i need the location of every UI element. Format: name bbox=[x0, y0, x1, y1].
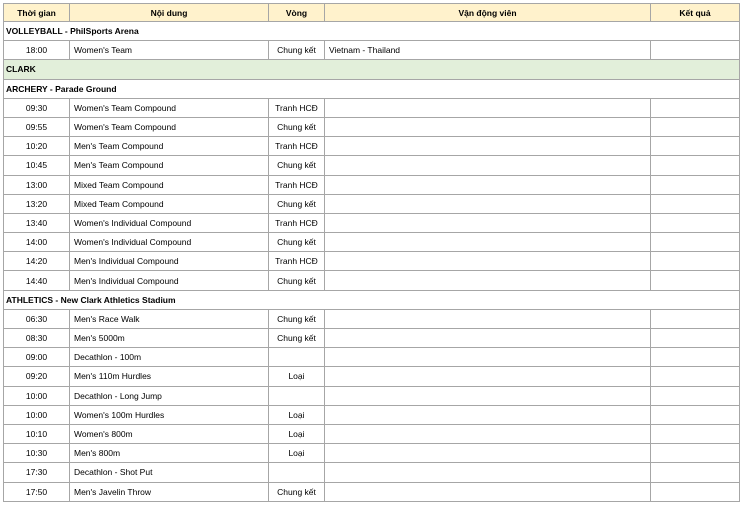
cell-time: 06:30 bbox=[4, 309, 70, 328]
cell-time: 13:00 bbox=[4, 175, 70, 194]
cell-time: 14:40 bbox=[4, 271, 70, 290]
table-row bbox=[4, 463, 740, 482]
cell-time: 09:30 bbox=[4, 98, 70, 117]
cell-time: 10:10 bbox=[4, 424, 70, 443]
cell-time: 09:00 bbox=[4, 348, 70, 367]
table-row bbox=[4, 137, 740, 156]
cell-athletes bbox=[325, 424, 651, 443]
table-row bbox=[4, 367, 740, 386]
cell-athletes bbox=[325, 309, 651, 328]
cell-time: 13:40 bbox=[4, 213, 70, 232]
cell-round bbox=[269, 386, 325, 405]
section-archery-title: ARCHERY - Parade Ground bbox=[4, 79, 740, 98]
region-clark-title: CLARK bbox=[4, 60, 740, 79]
cell-round: Chung kết bbox=[269, 482, 325, 501]
table-row bbox=[4, 329, 740, 348]
cell-content: Men's Individual Compound bbox=[70, 252, 269, 271]
cell-result bbox=[651, 156, 740, 175]
table-row bbox=[4, 482, 740, 501]
region-clark bbox=[4, 60, 740, 79]
cell-content: Mixed Team Compound bbox=[70, 175, 269, 194]
cell-round bbox=[269, 463, 325, 482]
cell-content: Men's 800m bbox=[70, 444, 269, 463]
cell-time: 17:30 bbox=[4, 463, 70, 482]
cell-result bbox=[651, 194, 740, 213]
cell-content: Men's 110m Hurdles bbox=[70, 367, 269, 386]
cell-content: Men's 5000m bbox=[70, 329, 269, 348]
cell-athletes bbox=[325, 233, 651, 252]
section-volleyball-title: VOLLEYBALL - PhilSports Arena bbox=[4, 22, 740, 41]
cell-round: Chung kết bbox=[269, 117, 325, 136]
cell-content: Decathlon - 100m bbox=[70, 348, 269, 367]
header-row bbox=[4, 4, 740, 22]
table-row bbox=[4, 405, 740, 424]
cell-time: 14:20 bbox=[4, 252, 70, 271]
cell-result bbox=[651, 98, 740, 117]
cell-content: Women's 800m bbox=[70, 424, 269, 443]
table-row bbox=[4, 309, 740, 328]
section-athletics bbox=[4, 290, 740, 309]
cell-result bbox=[651, 463, 740, 482]
cell-content: Women's Team bbox=[70, 41, 269, 60]
header-result: Kết quả bbox=[651, 4, 740, 22]
cell-result bbox=[651, 386, 740, 405]
cell-content: Men's Individual Compound bbox=[70, 271, 269, 290]
cell-time: 10:00 bbox=[4, 386, 70, 405]
table-row bbox=[4, 424, 740, 443]
cell-time: 10:45 bbox=[4, 156, 70, 175]
table-row bbox=[4, 252, 740, 271]
cell-round: Chung kết bbox=[269, 309, 325, 328]
cell-round: Tranh HCĐ bbox=[269, 98, 325, 117]
table-row bbox=[4, 175, 740, 194]
cell-result bbox=[651, 271, 740, 290]
cell-result bbox=[651, 444, 740, 463]
header-time: Thời gian bbox=[4, 4, 70, 22]
cell-athletes bbox=[325, 405, 651, 424]
cell-time: 17:50 bbox=[4, 482, 70, 501]
cell-round: Loại bbox=[269, 367, 325, 386]
cell-time: 10:20 bbox=[4, 137, 70, 156]
cell-result bbox=[651, 424, 740, 443]
cell-result bbox=[651, 329, 740, 348]
cell-result bbox=[651, 137, 740, 156]
cell-round: Chung kết bbox=[269, 271, 325, 290]
cell-time: 10:00 bbox=[4, 405, 70, 424]
cell-time: 18:00 bbox=[4, 41, 70, 60]
cell-round: Loại bbox=[269, 405, 325, 424]
cell-round: Tranh HCĐ bbox=[269, 252, 325, 271]
cell-result bbox=[651, 41, 740, 60]
cell-time: 13:20 bbox=[4, 194, 70, 213]
cell-athletes bbox=[325, 271, 651, 290]
cell-round: Tranh HCĐ bbox=[269, 137, 325, 156]
cell-content: Women's Individual Compound bbox=[70, 213, 269, 232]
cell-content: Women's Team Compound bbox=[70, 117, 269, 136]
cell-athletes bbox=[325, 117, 651, 136]
cell-result bbox=[651, 175, 740, 194]
cell-content: Decathlon - Long Jump bbox=[70, 386, 269, 405]
cell-content: Men's Team Compound bbox=[70, 156, 269, 175]
table-row bbox=[4, 117, 740, 136]
cell-time: 09:20 bbox=[4, 367, 70, 386]
table-row bbox=[4, 233, 740, 252]
table-row bbox=[4, 348, 740, 367]
table-row bbox=[4, 41, 740, 60]
section-athletics-title: ATHLETICS - New Clark Athletics Stadium bbox=[4, 290, 740, 309]
cell-athletes bbox=[325, 137, 651, 156]
cell-content: Women's Individual Compound bbox=[70, 233, 269, 252]
table-row bbox=[4, 386, 740, 405]
cell-result bbox=[651, 309, 740, 328]
table-row bbox=[4, 444, 740, 463]
cell-time: 09:55 bbox=[4, 117, 70, 136]
cell-athletes bbox=[325, 175, 651, 194]
schedule-body bbox=[4, 22, 740, 502]
cell-athletes bbox=[325, 463, 651, 482]
cell-content: Decathlon - Shot Put bbox=[70, 463, 269, 482]
cell-round: Loại bbox=[269, 444, 325, 463]
header-content: Nội dung bbox=[70, 4, 269, 22]
cell-result bbox=[651, 482, 740, 501]
cell-result bbox=[651, 252, 740, 271]
table-row bbox=[4, 98, 740, 117]
cell-content: Mixed Team Compound bbox=[70, 194, 269, 213]
cell-athletes bbox=[325, 348, 651, 367]
table-row bbox=[4, 271, 740, 290]
cell-athletes bbox=[325, 386, 651, 405]
cell-athletes bbox=[325, 444, 651, 463]
section-archery bbox=[4, 79, 740, 98]
cell-content: Men's Team Compound bbox=[70, 137, 269, 156]
table-row bbox=[4, 213, 740, 232]
header-round: Vòng bbox=[269, 4, 325, 22]
cell-time: 08:30 bbox=[4, 329, 70, 348]
cell-round: Chung kết bbox=[269, 329, 325, 348]
cell-round: Loại bbox=[269, 424, 325, 443]
schedule-table bbox=[3, 3, 740, 502]
header-athletes: Vận động viên bbox=[325, 4, 651, 22]
cell-round: Chung kết bbox=[269, 194, 325, 213]
cell-result bbox=[651, 233, 740, 252]
cell-round: Chung kết bbox=[269, 233, 325, 252]
cell-athletes bbox=[325, 252, 651, 271]
cell-athletes bbox=[325, 156, 651, 175]
cell-athletes bbox=[325, 213, 651, 232]
section-volleyball bbox=[4, 22, 740, 41]
cell-round: Tranh HCĐ bbox=[269, 175, 325, 194]
cell-round: Chung kết bbox=[269, 156, 325, 175]
cell-result bbox=[651, 367, 740, 386]
cell-result bbox=[651, 405, 740, 424]
table-row bbox=[4, 194, 740, 213]
cell-athletes bbox=[325, 482, 651, 501]
cell-athletes bbox=[325, 329, 651, 348]
cell-result bbox=[651, 117, 740, 136]
cell-result bbox=[651, 213, 740, 232]
table-row bbox=[4, 156, 740, 175]
cell-round: Tranh HCĐ bbox=[269, 213, 325, 232]
cell-result bbox=[651, 348, 740, 367]
cell-content: Men's Javelin Throw bbox=[70, 482, 269, 501]
cell-athletes: Vietnam - Thailand bbox=[325, 41, 651, 60]
cell-content: Women's Team Compound bbox=[70, 98, 269, 117]
cell-time: 14:00 bbox=[4, 233, 70, 252]
cell-athletes bbox=[325, 367, 651, 386]
cell-round bbox=[269, 348, 325, 367]
cell-athletes bbox=[325, 98, 651, 117]
cell-time: 10:30 bbox=[4, 444, 70, 463]
cell-round: Chung kết bbox=[269, 41, 325, 60]
cell-content: Men's Race Walk bbox=[70, 309, 269, 328]
cell-athletes bbox=[325, 194, 651, 213]
cell-content: Women's 100m Hurdles bbox=[70, 405, 269, 424]
